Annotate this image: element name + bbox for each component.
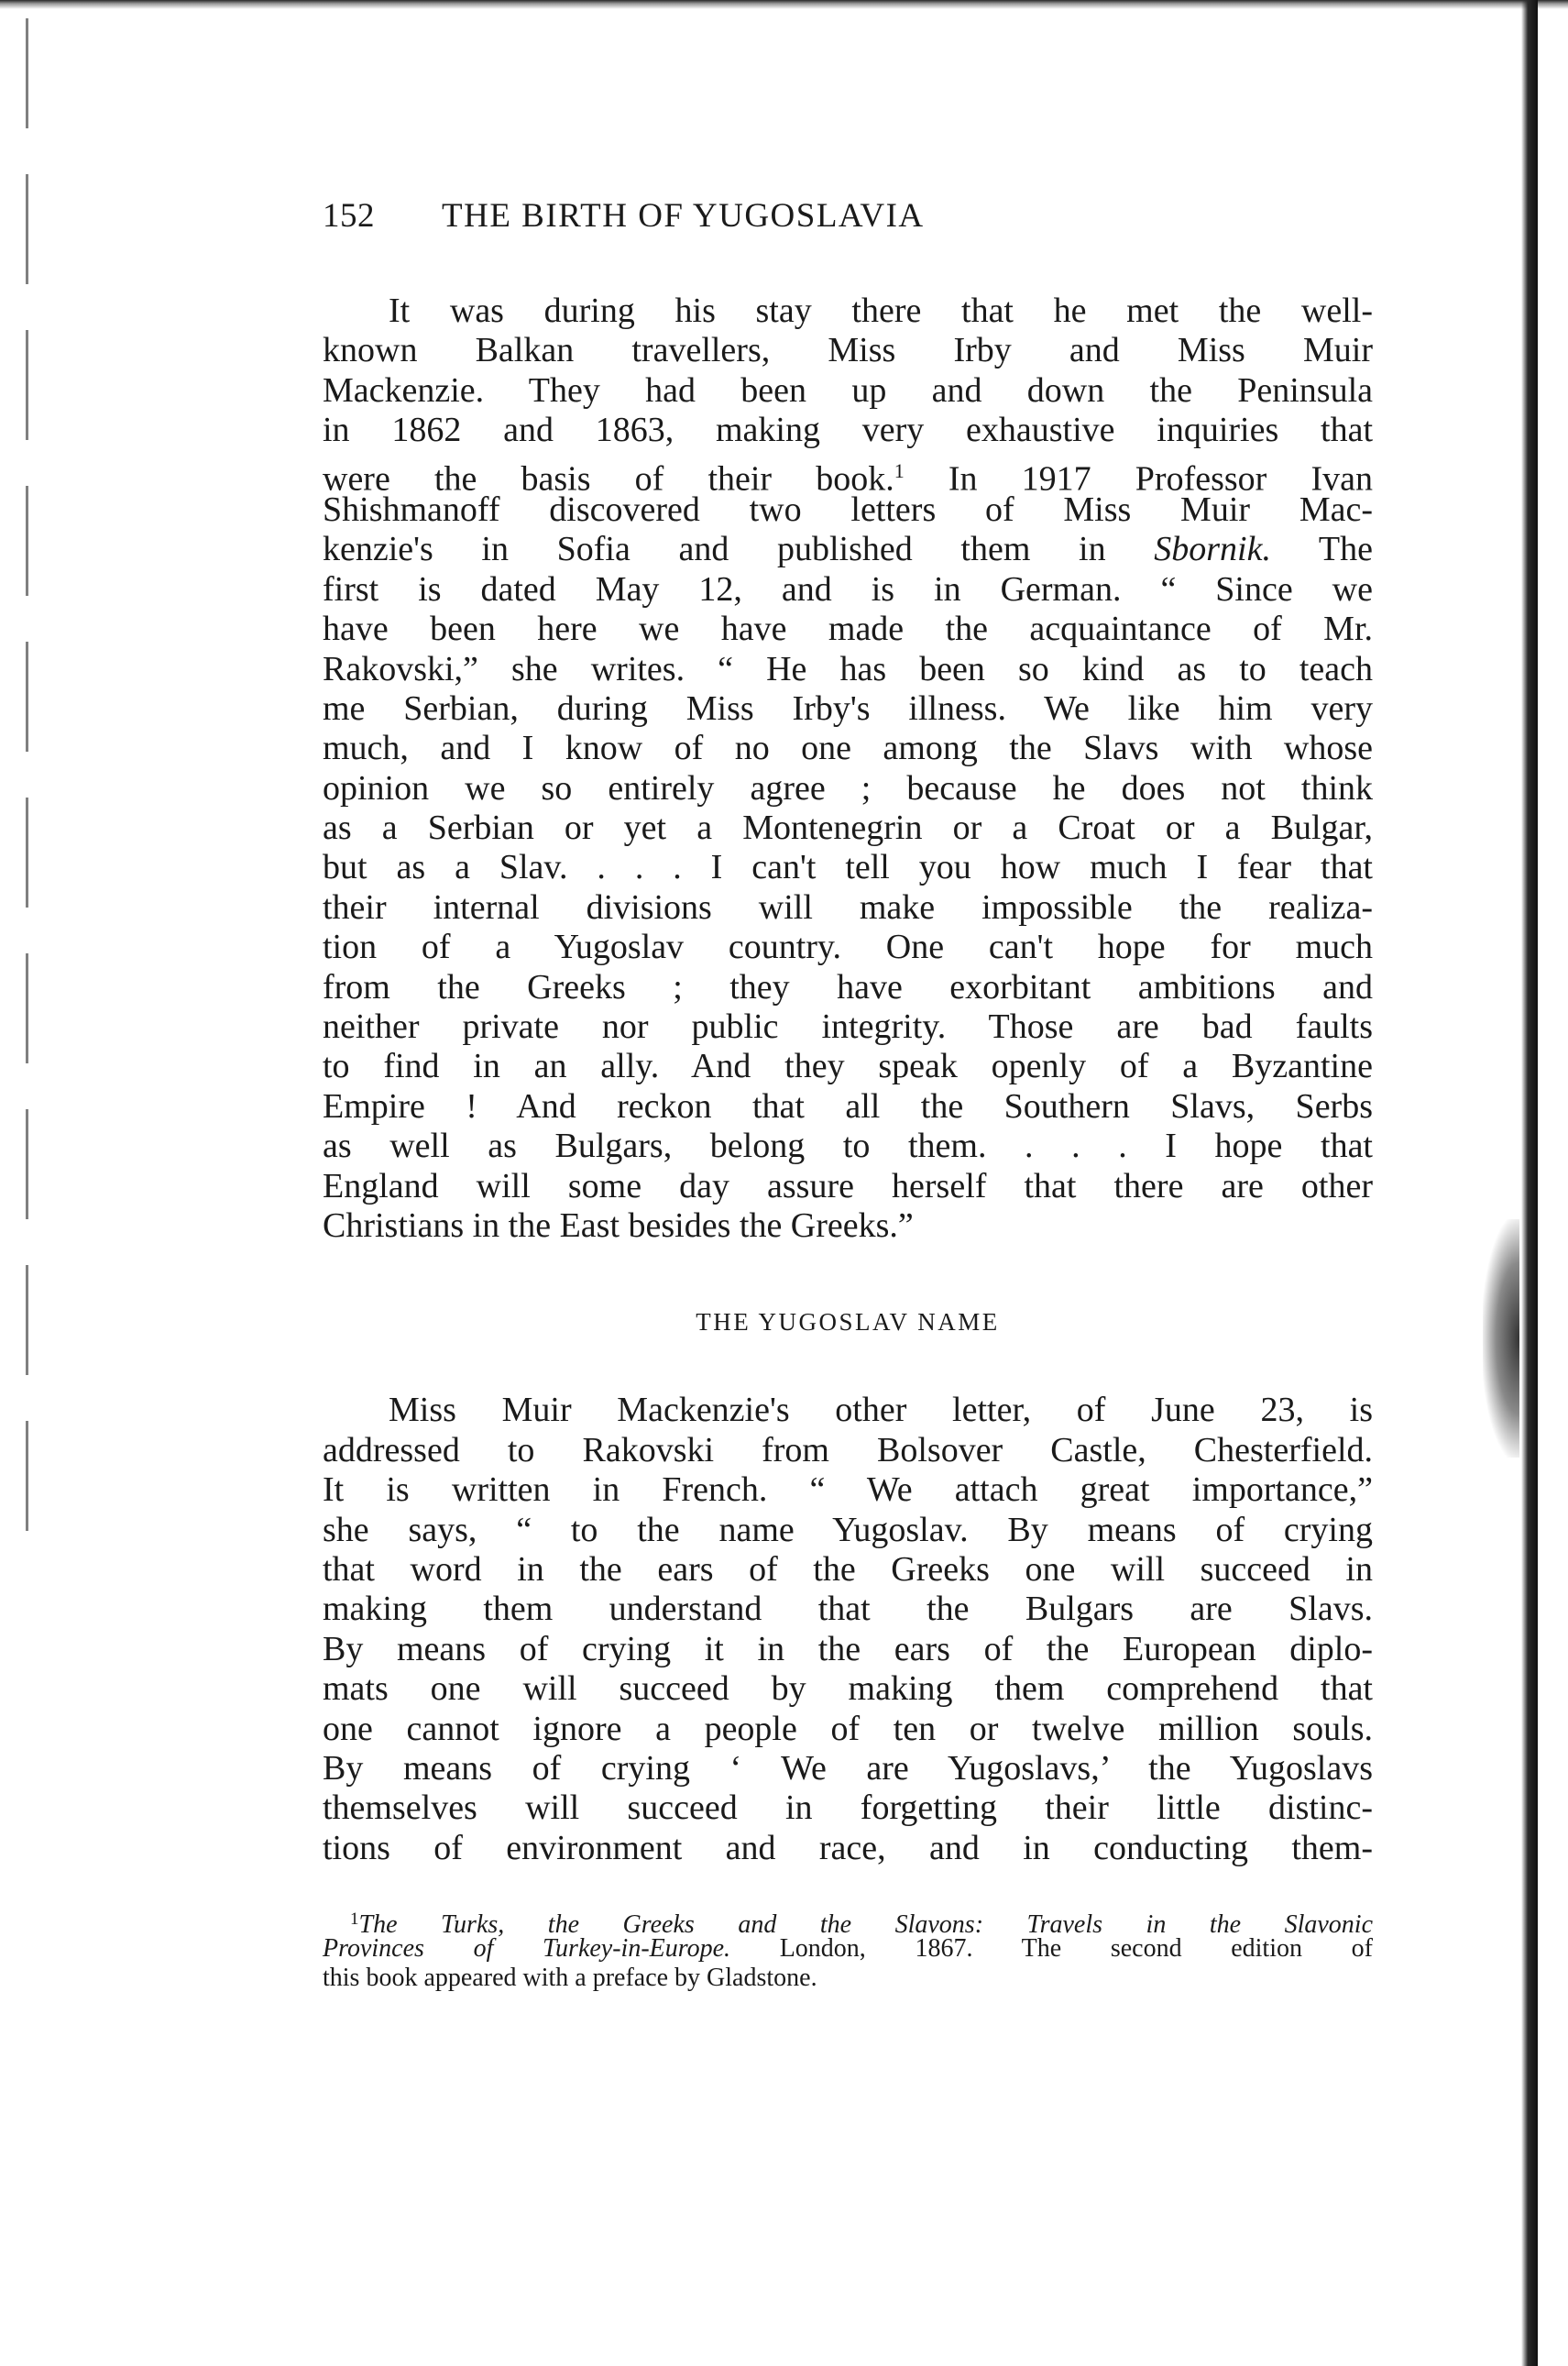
text-line: Miss Muir Mackenzie's other letter, of June 23, is <box>389 1391 1373 1430</box>
text-line: from the Greeks ; they have exorbitant ambitions and <box>323 967 1373 1007</box>
page-number: 152 <box>323 197 375 235</box>
text-line: to find in an ally. And they speak openly of a Byzantine <box>323 1047 1373 1086</box>
footnote-book-title: Provinces of Turkey-in-Europe. <box>323 1934 731 1964</box>
text-fragment: were the basis of their book. <box>323 459 894 499</box>
text-line: Shishmanoff discovered two letters of Miss Muir Mac- <box>323 490 1373 529</box>
text-line: but as a Slav. . . . I can't tell you how much I fear that <box>323 848 1373 887</box>
text-line: known Balkan travellers, Miss Irby and Miss Muir <box>323 331 1373 370</box>
text-line: first is dated May 12, and is in German. “ Since we <box>323 569 1373 609</box>
text-line: in 1862 and 1863, making very exhaustive inquiries that <box>323 411 1373 450</box>
text-line: have been here we have made the acquaintance of Mr. <box>323 610 1373 649</box>
text-line: tions of environment and race, and in conducting them- <box>323 1828 1373 1867</box>
text-line: she says, “ to the name Yugoslav. By means of crying <box>323 1510 1373 1549</box>
text-line: England will some day assure herself that there are other <box>323 1166 1373 1205</box>
text-line: that word in the ears of the Greeks one will succeed in <box>323 1549 1373 1589</box>
text-line: much, and I know of no one among the Slavs with whose <box>323 729 1373 768</box>
footnote-line: this book appeared with a preface by Gladstone. <box>323 1964 817 1993</box>
text-line: one cannot ignore a people of ten or twelve million souls. <box>323 1709 1373 1748</box>
text-fragment: In 1917 Professor Ivan <box>904 459 1373 499</box>
text-line: their internal divisions will make impossible the realiza- <box>323 887 1373 927</box>
footnote-reference: 1 <box>894 458 905 482</box>
footnote-mark: 1 <box>350 1909 359 1930</box>
footnote-book-title: The Turks, the Greeks and the Slavons: Travels in the Slavonic <box>358 1910 1373 1940</box>
text-line: By means of crying it in the ears of the European diplo- <box>323 1629 1373 1668</box>
footnote <box>323 1905 1373 1993</box>
scan-left-edge <box>26 18 28 1577</box>
text-line: as well as Bulgars, belong to them. . . . I hope that <box>323 1127 1373 1166</box>
footnote-text: London, 1867. The second edition of <box>730 1934 1373 1964</box>
text-line: It was during his stay there that he met the well- <box>389 292 1373 330</box>
text-line: addressed to Rakovski from Bolsover Castle, Chesterfield. <box>323 1430 1373 1469</box>
text-line: tion of a Yugoslav country. One can't hope for much <box>323 928 1373 967</box>
footnote-line <box>323 1934 1373 1964</box>
text-line: mats one will succeed by making them comprehend that <box>323 1669 1373 1709</box>
text-line: Christians in the East besides the Greeks.” <box>323 1205 914 1245</box>
text-fragment: The <box>1270 530 1373 569</box>
text-line: Mackenzie. They had been up and down the Peninsula <box>323 370 1373 410</box>
scan-top-edge <box>0 0 1568 9</box>
paragraph-2 <box>323 1391 1373 1868</box>
text-line <box>323 530 1373 569</box>
text-line: By means of crying ‘ We are Yugoslavs,’ the Yugoslavs <box>323 1748 1373 1788</box>
scan-right-shadow <box>1483 1219 1519 1458</box>
text-line: neither private nor public integrity. Those are bad faults <box>323 1007 1373 1047</box>
text-fragment: kenzie's in Sofia and published them in <box>323 530 1106 569</box>
text-line: Rakovski,” she writes. “ He has been so kind as to teach <box>323 649 1373 688</box>
running-head <box>323 196 1373 251</box>
text-line: as a Serbian or yet a Montenegrin or a Croat or a Bulgar, <box>323 809 1373 848</box>
journal-name: Sbornik. <box>1154 530 1271 569</box>
text-line: opinion we so entirely agree ; because he does not think <box>323 768 1373 808</box>
paragraph-1 <box>323 292 1373 1246</box>
section-heading: THE YUGOSLAV NAME <box>696 1308 1000 1337</box>
text-line: me Serbian, during Miss Irby's illness. We like him very <box>323 688 1373 728</box>
text-line: themselves will succeed in forgetting their little distinc- <box>323 1788 1373 1828</box>
book-title: THE BIRTH OF YUGOSLAVIA <box>442 197 925 235</box>
book-page <box>323 196 1373 1993</box>
text-line: Empire ! And reckon that all the Southern Slavs, Serbs <box>323 1086 1373 1126</box>
text-line: It is written in French. “ We attach great importance,” <box>323 1470 1373 1510</box>
footnote-line <box>323 1905 1373 1940</box>
scan-right-edge <box>1521 0 1538 2366</box>
text-line: making them understand that the Bulgars are Slavs. <box>323 1590 1373 1629</box>
text-line <box>323 451 1373 499</box>
